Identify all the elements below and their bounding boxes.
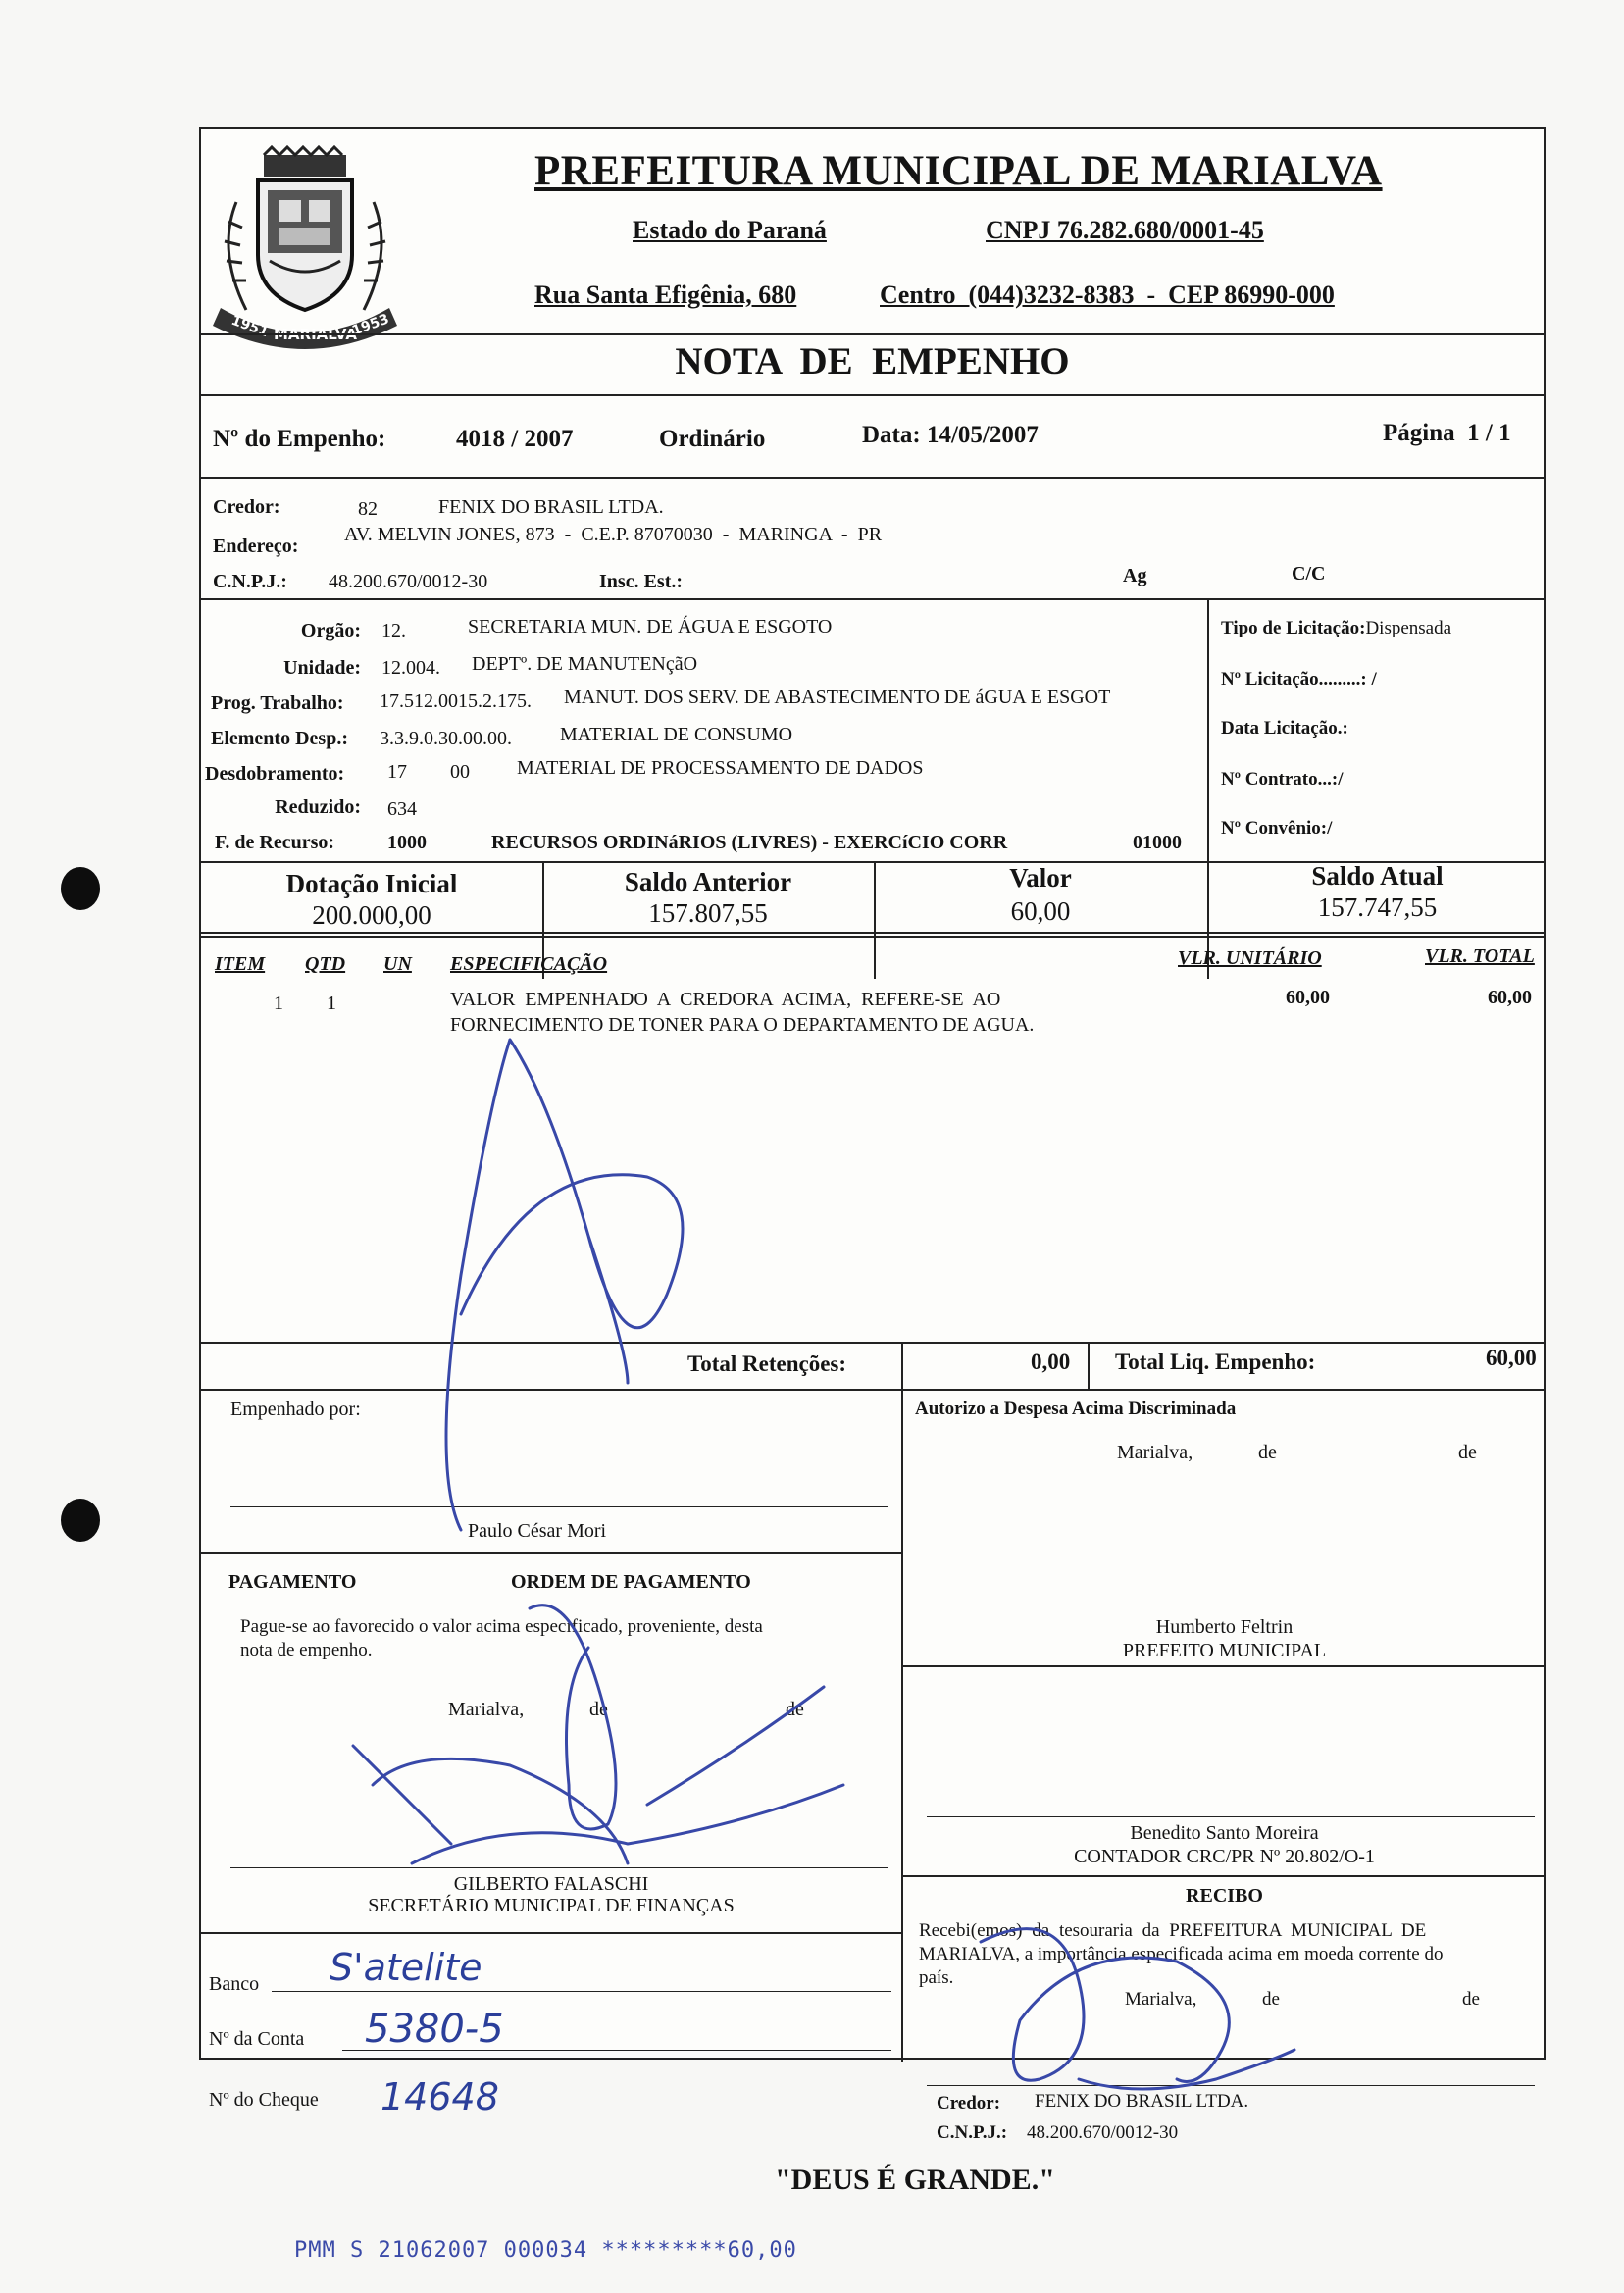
empenho-type: Ordinário xyxy=(659,426,766,452)
credor-label: Credor: xyxy=(213,496,280,518)
item-number: 1 xyxy=(274,993,283,1014)
municipal-crest-icon xyxy=(207,143,403,349)
numero-contrato: Nº Contrato...:/ xyxy=(1221,769,1344,790)
item-qtd: 1 xyxy=(327,993,336,1014)
items-header-item: ITEM xyxy=(215,953,266,975)
elemento-label: Elemento Desp.: xyxy=(211,728,348,749)
empenho-date: Data: 14/05/2007 xyxy=(862,422,1039,448)
pagamento-label: PAGAMENTO xyxy=(228,1571,357,1593)
orgao-code: 12. xyxy=(381,620,406,641)
creditor-cnpj-label: C.N.P.J.: xyxy=(213,571,287,592)
elemento-code: 3.3.9.0.30.00.00. xyxy=(380,728,512,749)
recibo-line1: Recebi(emos) da tesouraria da PREFEITURA MUNICIPAL DE xyxy=(919,1920,1427,1941)
items-header-spec: ESPECIFICAÇÃO xyxy=(450,953,608,975)
fonte-recurso-code: 1000 xyxy=(387,832,427,853)
items-header-un: UN xyxy=(383,953,412,975)
contador-name: Benedito Santo Moreira xyxy=(1130,1822,1319,1844)
tipo-licitacao-label: Tipo de Licitação: xyxy=(1221,618,1366,638)
recibo-credor-label: Credor: xyxy=(937,2093,1001,2114)
items-header-unit-value: VLR. UNITÁRIO xyxy=(1178,947,1322,969)
recibo-credor-value: FENIX DO BRASIL LTDA. xyxy=(1035,2091,1249,2112)
conta-label: Nº da Conta xyxy=(209,2028,305,2050)
address-label: Endereço: xyxy=(213,535,299,557)
credor-name: FENIX DO BRASIL LTDA. xyxy=(438,496,664,518)
desdobramento-label: Desdobramento: xyxy=(205,763,345,785)
total-liquido-value: 60,00 xyxy=(1486,1346,1537,1370)
pagamento-text-line1: Pague-se ao favorecido o valor acima especificado, proveniente, desta xyxy=(240,1616,763,1637)
item-total-value: 60,00 xyxy=(1488,987,1532,1008)
desdobramento-name: MATERIAL DE PROCESSAMENTO DE DADOS xyxy=(517,757,924,779)
total-retencoes-value: 0,00 xyxy=(1031,1350,1071,1374)
autorizo-de1: de xyxy=(1258,1442,1277,1463)
header-contact: Centro (044)3232-8383 - CEP 86990-000 xyxy=(880,280,1335,309)
saldo-atual-label: Saldo Atual xyxy=(1311,861,1444,891)
pagamento-text-line2: nota de empenho. xyxy=(240,1640,373,1660)
orgao-label: Orgão: xyxy=(300,620,361,641)
items-header-qtd: QTD xyxy=(305,953,346,975)
prog-trabalho-label: Prog. Trabalho: xyxy=(211,692,344,714)
elemento-name: MATERIAL DE CONSUMO xyxy=(560,724,793,745)
fonte-recurso-label: F. de Recurso: xyxy=(215,832,335,853)
data-licitacao: Data Licitação.: xyxy=(1221,718,1348,739)
recibo-city: Marialva, xyxy=(1125,1989,1197,2010)
unidade-name: DEPTº. DE MANUTENçãO xyxy=(472,653,698,675)
contador-role: CONTADOR CRC/PR Nº 20.802/O-1 xyxy=(1074,1846,1375,1867)
saldo-atual-value: 157.747,55 xyxy=(1317,892,1438,922)
total-liquido-label: Total Liq. Empenho: xyxy=(1115,1350,1316,1374)
desdobramento-code2: 00 xyxy=(450,761,470,783)
empenho-number-label: Nº do Empenho: xyxy=(213,426,386,452)
state-name: Estado do Paraná xyxy=(633,216,827,244)
crest-year-right: 1953 xyxy=(349,311,391,339)
prefeito-role: PREFEITO MUNICIPAL xyxy=(1122,1640,1327,1661)
cheque-value: 14648 xyxy=(381,2075,499,2118)
punch-hole-bottom xyxy=(61,1499,100,1542)
saldo-anterior-value: 157.807,55 xyxy=(648,898,768,928)
recibo-title: RECIBO xyxy=(1186,1885,1263,1907)
desdobramento-code: 17 xyxy=(387,761,407,783)
autorizo-label: Autorizo a Despesa Acima Discriminada xyxy=(915,1399,1237,1419)
header-cnpj: CNPJ 76.282.680/0001-45 xyxy=(986,216,1264,244)
autorizo-city: Marialva, xyxy=(1117,1442,1193,1463)
fonte-recurso-name: RECURSOS ORDINáRIOS (LIVRES) - EXERCíCIO CORR xyxy=(491,832,1008,853)
footer-motto: "DEUS É GRANDE." xyxy=(775,2164,1055,2196)
document-title: NOTA DE EMPENHO xyxy=(675,340,1070,382)
dotacao-inicial-label: Dotação Inicial xyxy=(285,869,458,898)
recibo-de1: de xyxy=(1262,1989,1280,2010)
credor-address: AV. MELVIN JONES, 873 - C.E.P. 87070030 - MARINGA - PR xyxy=(344,524,883,545)
tipo-licitacao xyxy=(1221,618,1451,639)
reduzido-label: Reduzido: xyxy=(275,796,361,818)
item-spec-line1: VALOR EMPENHADO A CREDORA ACIMA, REFERE-SE AO xyxy=(450,989,1001,1010)
item-spec-line2: FORNECIMENTO DE TONER PARA O DEPARTAMENTO DE AGUA. xyxy=(450,1014,1035,1036)
banco-value: S'atelite xyxy=(330,1946,482,1989)
valor-label: Valor xyxy=(1009,863,1072,892)
numero-convenio: Nº Convênio:/ xyxy=(1221,818,1333,839)
secretario-role: SECRETÁRIO MUNICIPAL DE FINANÇAS xyxy=(368,1895,735,1916)
valor-value: 60,00 xyxy=(1010,896,1071,926)
pagamento-de1: de xyxy=(589,1699,608,1720)
saldo-anterior-label: Saldo Anterior xyxy=(624,867,792,896)
insc-est-label: Insc. Est.: xyxy=(599,571,684,592)
conta-value: 5380-5 xyxy=(365,2007,504,2052)
cc-label: C/C xyxy=(1292,563,1326,585)
unidade-code: 12.004. xyxy=(381,657,440,679)
municipality-title: PREFEITURA MUNICIPAL DE MARIALVA xyxy=(534,148,1383,194)
empenhado-por-label: Empenhado por: xyxy=(230,1399,361,1420)
secretario-name: GILBERTO FALASCHI xyxy=(453,1873,649,1895)
tipo-licitacao-value: Dispensada xyxy=(1365,618,1452,638)
empenho-number: 4018 / 2007 xyxy=(456,426,574,452)
crest-year-left: 1951 xyxy=(228,312,271,341)
punch-hole-top xyxy=(61,867,100,910)
recibo-de2: de xyxy=(1462,1989,1480,2010)
credor-code: 82 xyxy=(358,498,378,520)
numero-licitacao: Nº Licitação.........: / xyxy=(1221,669,1377,689)
total-retencoes-label: Total Retenções: xyxy=(687,1351,847,1376)
prog-trabalho-name: MANUT. DOS SERV. DE ABASTECIMENTO DE áGUA E ESGOT xyxy=(564,687,1111,708)
crest-ribbon-text: MARIALVA xyxy=(274,326,357,343)
header-street: Rua Santa Efigênia, 680 xyxy=(534,280,797,309)
ordem-pagamento-label: ORDEM DE PAGAMENTO xyxy=(511,1571,751,1593)
recibo-cnpj-value: 48.200.670/0012-30 xyxy=(1027,2122,1179,2143)
autorizo-de2: de xyxy=(1458,1442,1477,1463)
empenhado-por-name: Paulo César Mori xyxy=(468,1520,607,1542)
recibo-cnpj-label: C.N.P.J.: xyxy=(937,2122,1008,2143)
prog-trabalho-code: 17.512.0015.2.175. xyxy=(380,690,532,712)
reduzido-value: 634 xyxy=(387,798,417,820)
items-header-total-value: VLR. TOTAL xyxy=(1425,945,1535,967)
unidade-label: Unidade: xyxy=(283,657,361,679)
dotacao-inicial-value: 200.000,00 xyxy=(312,900,431,930)
recibo-line3: país. xyxy=(919,1967,954,1988)
item-unit-value: 60,00 xyxy=(1286,987,1330,1008)
page-number: Página 1 / 1 xyxy=(1383,420,1511,446)
payment-stamp: PMM S 21062007 000034 *********60,00 xyxy=(294,2238,797,2263)
creditor-cnpj: 48.200.670/0012-30 xyxy=(329,571,488,592)
pagamento-de2: de xyxy=(786,1699,804,1720)
ag-label: Ag xyxy=(1123,565,1147,586)
orgao-name: SECRETARIA MUN. DE ÁGUA E ESGOTO xyxy=(468,616,833,637)
prefeito-name: Humberto Feltrin xyxy=(1155,1616,1294,1638)
pagamento-city: Marialva, xyxy=(448,1699,525,1720)
fonte-recurso-code2: 01000 xyxy=(1133,832,1182,853)
recibo-line2: MARIALVA, a importância especificada acima em moeda corrente do xyxy=(919,1944,1444,1964)
cheque-label: Nº do Cheque xyxy=(209,2089,319,2111)
banco-label: Banco xyxy=(209,1973,260,1995)
